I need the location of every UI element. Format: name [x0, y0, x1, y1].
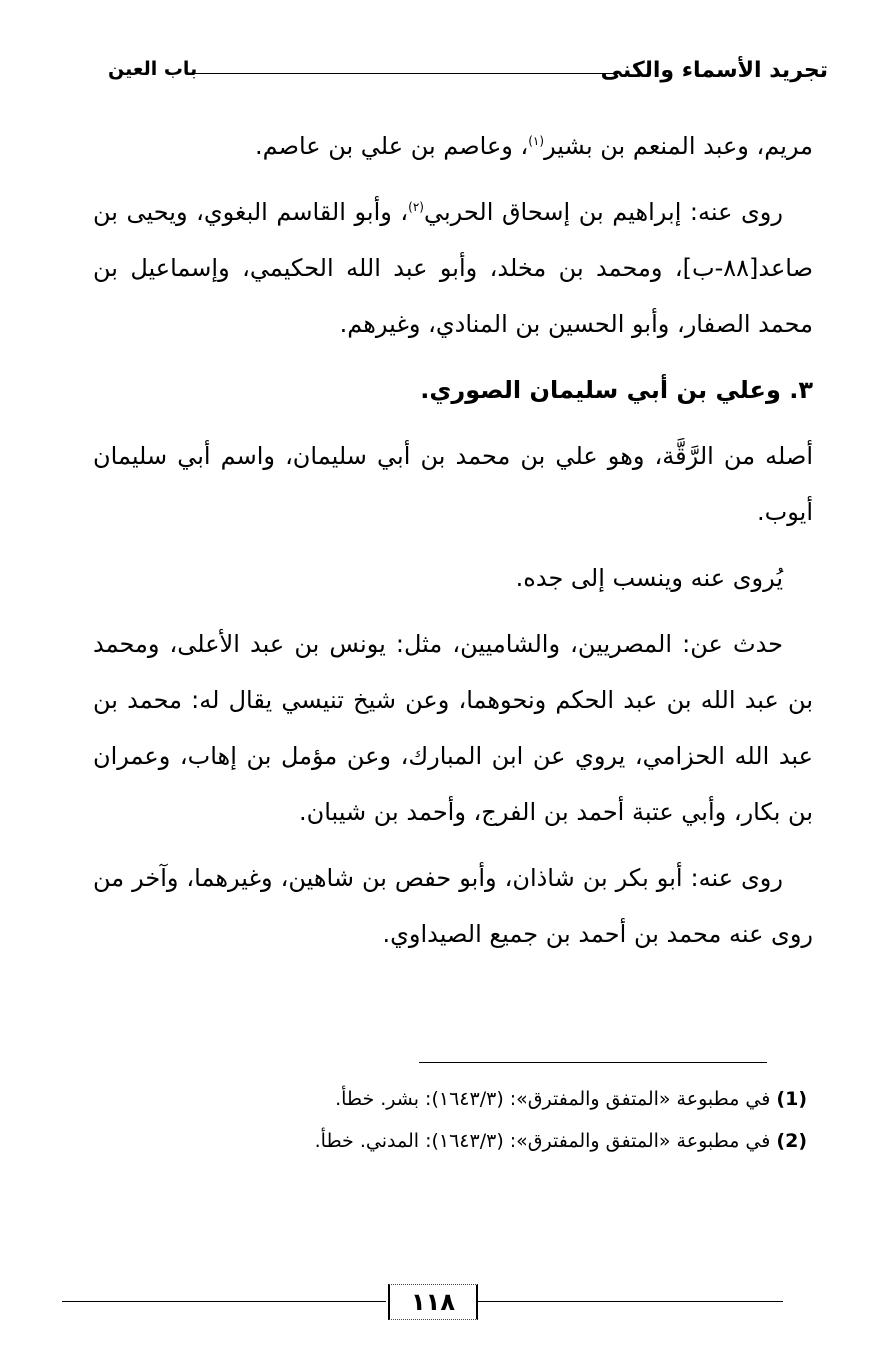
- paragraph: مريم، وعبد المنعم بن بشير$^{(١)}$، وعاصم بن علي بن عاصم.: [254, 132, 813, 160]
- paragraph: يُروى عنه وينسب إلى جده.: [515, 564, 783, 592]
- footer-rule: [478, 1301, 783, 1302]
- paragraph: روى عنه: أبو بكر بن شاذان، وأبو حفص بن شاهين، وغيرهما، وآخر من روى عنه محمد بن أحمد بن جميع الصيداوي.: [93, 864, 813, 948]
- footnote-marker: (٢): [408, 200, 424, 214]
- paragraph: أصله من الرَّقَّة، وهو علي بن محمد بن أبي سليمان، واسم أبي سليمان أيوب.: [93, 442, 813, 526]
- chapter-title: باب العين: [108, 58, 198, 80]
- entry-heading: ٣. وعلي بن أبي سليمان الصوري.: [420, 376, 813, 404]
- paragraph: روى عنه: إبراهيم بن إسحاق الحربي$^{(٢)}$، وأبو القاسم البغوي، ويحيى بن صاعد[٨٨-ب]، ومحمد بن مخلد، وأبو عبد الله الحكيمي، وإسماعيل بن محمد الصفار، وأبو الحسين بن المنادي، وغيرهم.: [93, 198, 813, 338]
- paragraph: حدث عن: المصريين، والشاميين، مثل: يونس بن عبد الأعلى، ومحمد بن عبد الله بن عبد الحكم ونحوهما، وعن شيخ تنيسي يقال له: محمد بن عبد الله الحزامي، يروي عن ابن المبارك، وعن مؤمل بن إهاب، وعمران بن بكار، وأبي عتبة أحمد بن الفرج، وأحمد بن شيبان.: [93, 630, 813, 826]
- footnote-separator: [419, 1062, 767, 1063]
- footer-rule: [62, 1301, 386, 1302]
- footnotes: [207, 1078, 807, 1162]
- header-rule: [194, 73, 618, 74]
- running-header: [108, 58, 828, 98]
- book-title: تجريد الأسماء والكنى: [600, 58, 828, 83]
- main-text: [93, 118, 813, 962]
- footnote: (2) في مطبوعة «المتفق والمفترق»: (١٦٤٣/٣): المدني. خطأ.: [314, 1130, 807, 1152]
- footnote: (1) في مطبوعة «المتفق والمفترق»: (١٦٤٣/٣): بشر. خطأ.: [335, 1088, 807, 1110]
- page-number: ١١٨: [388, 1284, 478, 1320]
- footnote-marker: (١): [528, 134, 545, 148]
